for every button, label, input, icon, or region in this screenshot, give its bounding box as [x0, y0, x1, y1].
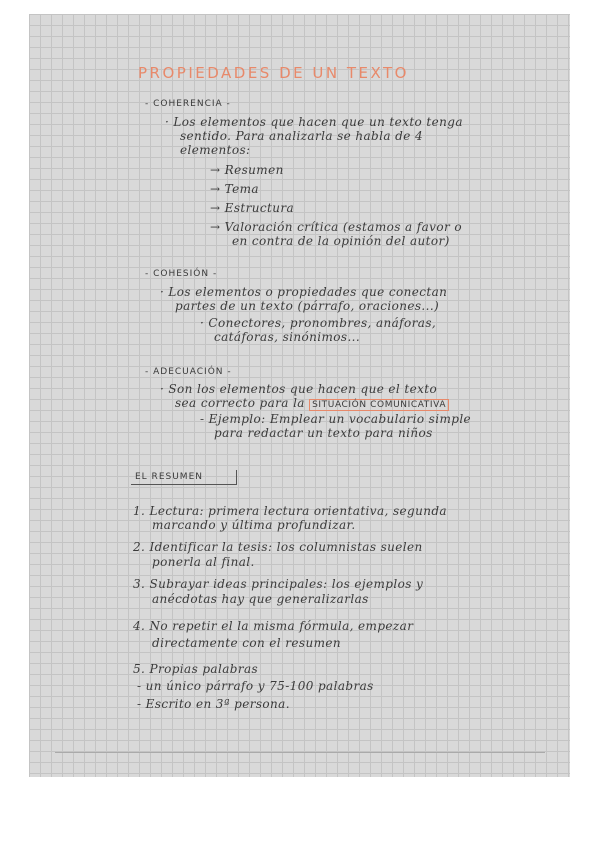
cohesion-line-4: catáforas, sinónimos...: [214, 330, 361, 344]
resumen-item: 1. Lectura: primera lectura orientativa, segunda: [133, 504, 447, 518]
resumen-item: 4. No repetir el la misma fórmula, empezar: [133, 619, 414, 633]
page-title: PROPIEDADES DE UN TEXTO: [138, 64, 409, 82]
resumen-item: - Escrito en 3ª persona.: [137, 697, 290, 711]
cohesion-line-1: · Los elementos o propiedades que conectan: [160, 285, 448, 299]
resumen-item: directamente con el resumen: [152, 636, 341, 650]
resumen-item: anécdotas hay que generalizarlas: [152, 592, 369, 606]
coherencia-item: en contra de la opinión del autor): [232, 234, 450, 248]
resumen-item: - un único párrafo y 75-100 palabras: [137, 679, 374, 693]
coherencia-line-3: elementos:: [180, 143, 251, 157]
coherencia-item: → Estructura: [210, 201, 295, 215]
page-bottom-rule: [55, 752, 545, 753]
highlighted-term: SITUACIÓN COMUNICATIVA: [309, 399, 449, 411]
adecuacion-heading: - ADECUACIÓN -: [145, 367, 232, 377]
adecuacion-line-1: · Son los elementos que hacen que el texto: [160, 382, 438, 396]
adecuacion-line-2: [175, 397, 449, 412]
cohesion-line-3: · Conectores, pronombres, anáforas,: [200, 316, 437, 330]
coherencia-line-1: · Los elementos que hacen que un texto tenga: [165, 115, 463, 129]
coherencia-item: → Valoración crítica (estamos a favor o: [210, 220, 462, 234]
adecuacion-line-4: para redactar un texto para niños: [214, 426, 433, 440]
coherencia-item: → Resumen: [210, 163, 284, 177]
adecuacion-line-2-text: sea correcto para la: [175, 396, 305, 410]
resumen-item: marcando y última profundizar.: [152, 518, 356, 532]
resumen-item: 2. Identificar la tesis: los columnistas suelen: [133, 540, 423, 554]
coherencia-line-2: sentido. Para analizarla se habla de 4: [180, 129, 423, 143]
resumen-heading: EL RESUMEN: [135, 472, 203, 482]
coherencia-item: → Tema: [210, 182, 259, 196]
cohesion-heading: - COHESIÓN -: [145, 269, 218, 279]
adecuacion-line-3: - Ejemplo: Emplear un vocabulario simple: [200, 412, 472, 426]
cohesion-line-2: partes de un texto (párrafo, oraciones...): [175, 299, 440, 313]
resumen-item: 3. Subrayar ideas principales: los ejemplos y: [133, 577, 424, 591]
resumen-item: 5. Propias palabras: [133, 662, 259, 676]
coherencia-heading: - COHERENCIA -: [145, 99, 231, 109]
resumen-item: ponerla al final.: [152, 555, 255, 569]
